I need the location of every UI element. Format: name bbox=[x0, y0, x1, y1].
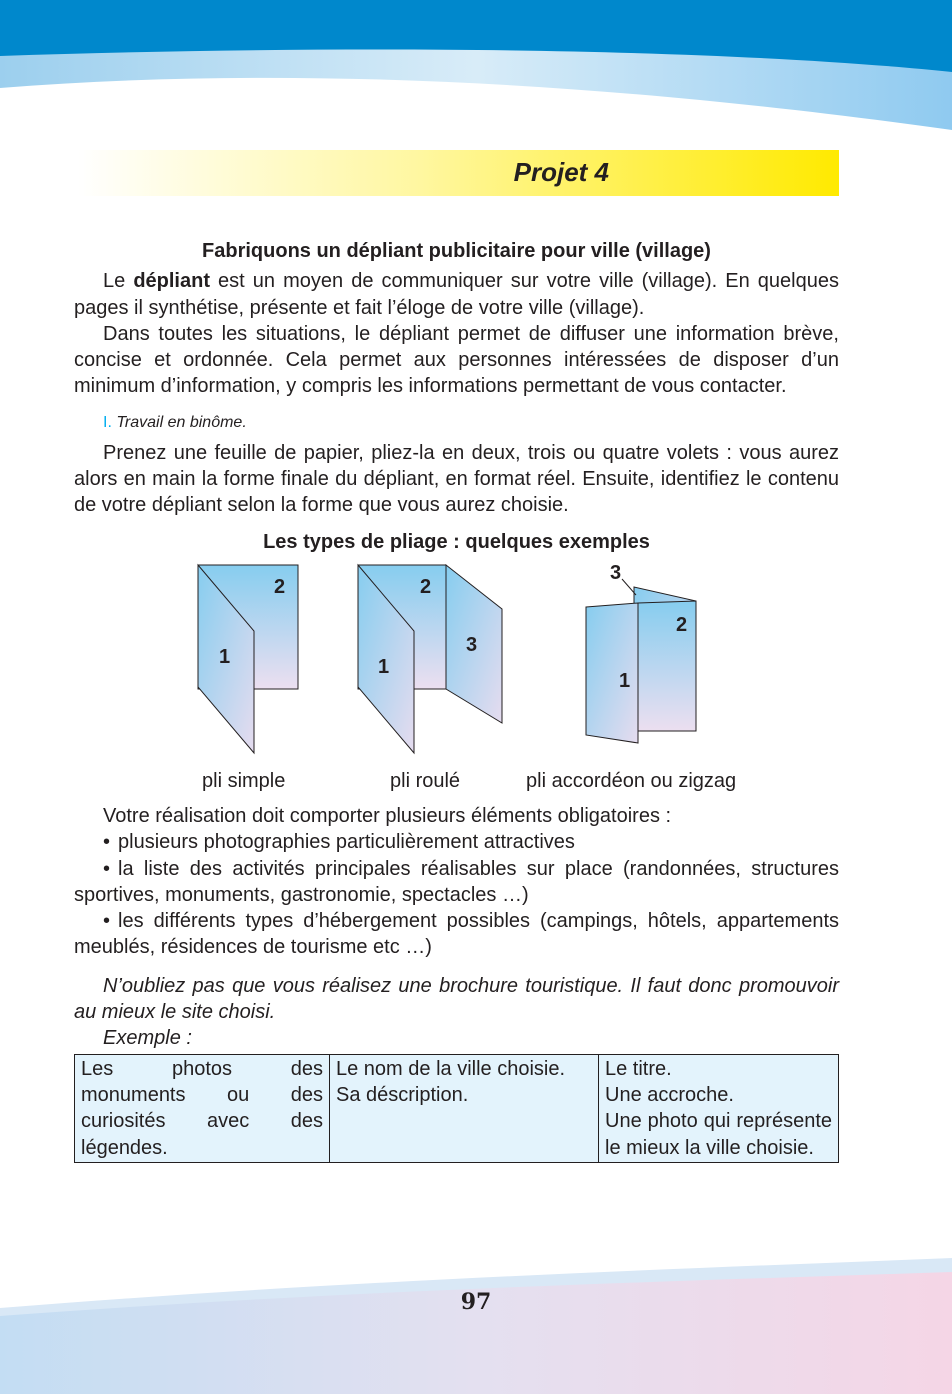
footer-wave bbox=[0, 1250, 952, 1394]
fold-accordion-diagram bbox=[586, 563, 696, 743]
fold-simple-panel-2: 2 bbox=[274, 575, 286, 598]
fold-rolled-panel-1: 1 bbox=[378, 655, 390, 678]
example-table bbox=[74, 1054, 839, 1163]
page-number: 97 bbox=[460, 1289, 492, 1315]
fold-accordion-panel-1: 1 bbox=[619, 669, 631, 692]
requirement-item: • les différents types d’hébergement possibles (campings, hôtels, appartements meublés, résidences de tourisme etc …) bbox=[74, 908, 839, 961]
folding-figures bbox=[74, 563, 839, 803]
fold-rolled-panel-3: 3 bbox=[466, 633, 478, 656]
main-content bbox=[74, 238, 839, 1163]
table-cell-city: Le nom de la ville choisie. Sa déscription. bbox=[330, 1054, 599, 1162]
table-cell-photos: Les photos des monuments ou des curiosités avec des légendes. bbox=[75, 1054, 330, 1162]
requirement-item: • plusieurs photographies particulièrement attractives bbox=[74, 829, 839, 855]
task-paragraph: Prenez une feuille de papier, pliez-la en deux, trois ou quatre volets : vous aurez alors en main la forme finale du dépliant, en format réel. Ensuite, identifiez le contenu de votre dépliant selon la forme que vous aurez choisie. bbox=[74, 441, 839, 517]
example-label: Exemple : bbox=[103, 1027, 192, 1050]
header-wave bbox=[0, 0, 952, 135]
project-title: Projet 4 bbox=[513, 157, 609, 187]
task-heading: I. Travail en binôme. bbox=[103, 413, 247, 431]
fold-accordion-panel-2: 2 bbox=[676, 613, 688, 636]
fold-simple-diagram bbox=[198, 565, 298, 753]
fold-accordion-caption: pli accordéon ou zigzag bbox=[526, 769, 737, 792]
folding-diagrams bbox=[74, 563, 839, 773]
requirement-item: • la liste des activités principales réalisables sur place (randonnées, structures sportives, monuments, gastronomie, spectacles …) bbox=[74, 856, 839, 909]
fold-simple-caption: pli simple bbox=[202, 769, 286, 792]
project-banner bbox=[78, 150, 839, 196]
fold-rolled-panel-2: 2 bbox=[420, 575, 432, 598]
page-title: Fabriquons un dépliant publicitaire pour ville (village) bbox=[202, 240, 711, 262]
fold-accordion-panel-3: 3 bbox=[610, 562, 622, 584]
task-number: I. bbox=[103, 413, 112, 431]
fold-rolled-caption: pli roulé bbox=[390, 769, 461, 792]
requirements-intro: Votre réalisation doit comporter plusieurs éléments obligatoires : bbox=[103, 804, 672, 827]
reminder-note: N’oubliez pas que vous réalisez une brochure touristique. Il faut donc promouvoir au mieux le site choisi. bbox=[74, 974, 839, 1024]
table-row bbox=[75, 1054, 839, 1162]
intro-paragraph-2: Dans toutes les situations, le dépliant permet de diffuser une information brève, concise et ordonnée. Cela permet aux personnes intéressées de disposer d’un minimum d’information, y compris les informations permettant de vous contacter. bbox=[74, 322, 839, 398]
intro-paragraph-1: Le dépliant est un moyen de communiquer sur votre ville (village). En quelques pages il synthétise, présente et fait l’éloge de votre ville (village). bbox=[74, 270, 839, 319]
table-cell-title: Le titre. Une accroche. Une photo qui représente le mieux la ville choisie. bbox=[599, 1054, 839, 1162]
fold-rolled-diagram bbox=[358, 565, 502, 753]
figures-title: Les types de pliage : quelques exemples bbox=[263, 530, 650, 553]
fold-simple-panel-1: 1 bbox=[219, 645, 231, 668]
